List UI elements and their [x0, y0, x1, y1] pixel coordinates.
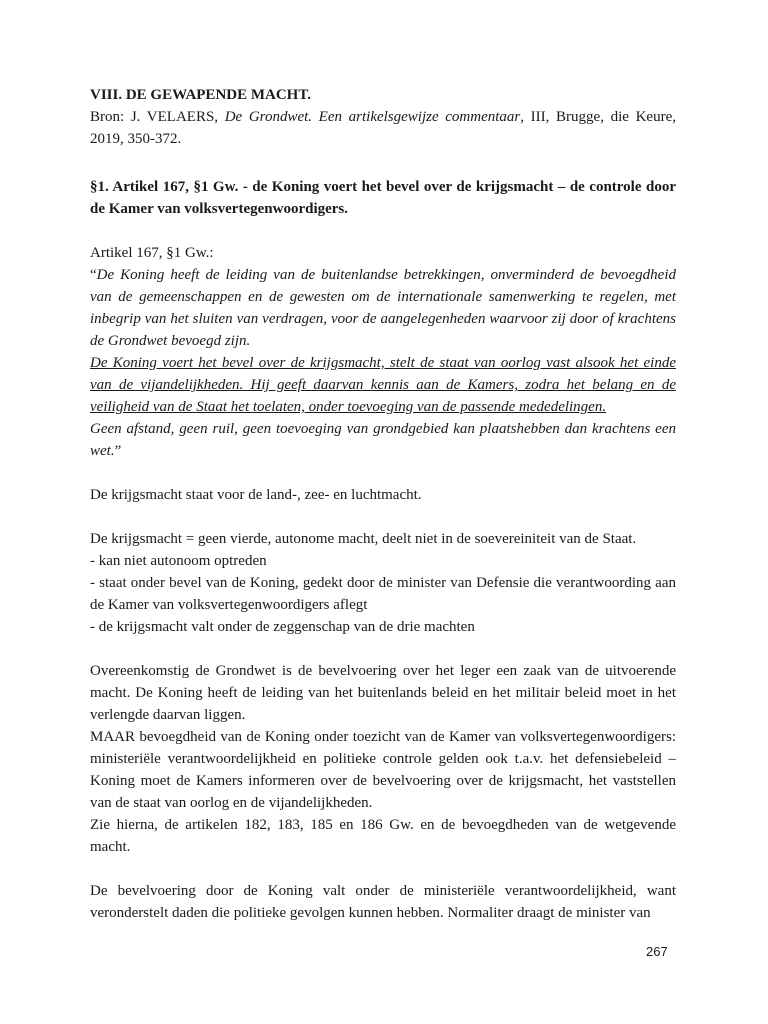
- article-quote-text-1: De Koning heeft de leiding van de buitenlandse betrekkingen, onverminderd de bevoegdheid van de gemeenschappen en de gewesten om de internationale samenwerking te regelen, met inbegrip van het sluiten van verdragen, voor de aangelegenheden waarvoor zij door of krachtens de Grondwet bevoegd zijn.: [90, 267, 676, 349]
- source-title: De Grondwet. Een artikelsgewijze commentaar: [224, 109, 521, 125]
- article-label: Artikel 167, §1 Gw.:: [90, 245, 214, 261]
- bullet-item: - de krijgsmacht valt onder de zeggenschap van de drie machten: [90, 619, 475, 635]
- body-paragraph-3: Overeenkomstig de Grondwet is de bevelvoering over het leger een zaak van de uitvoerende macht. De Koning heeft de leiding van het buitenlands beleid en het militair beleid moet in het verlengde daarvan liggen.: [90, 663, 676, 723]
- open-quote: “: [90, 267, 97, 283]
- page-number: 267: [646, 944, 668, 959]
- source-suffix: , III, Brugge, die Keure, 2019, 350-372.: [90, 109, 676, 147]
- body-paragraph-4: MAAR bevoegdheid van de Koning onder toezicht van de Kamer van volksvertegenwoordigers: ministeriële verantwoordelijkheid en politieke controle gelden ook t.a.v. het defensiebeleid – Koning moet de Kamers informeren over de bevelvoering over de krijgsmacht, het vaststellen van de staat van oorlog en de vijandelijkheden.: [90, 729, 676, 811]
- article-quote-para-1: [90, 264, 676, 352]
- source-prefix: Bron: J. VELAERS,: [90, 109, 225, 125]
- chapter-title: VIII. DE GEWAPENDE MACHT.: [90, 87, 311, 103]
- article-quote-para-2: De Koning voert het bevel over de krijgsmacht, stelt de staat van oorlog vast alsook het einde van de vijandelijkheden. Hij geeft daarvan kennis aan de Kamers, zodra het belang en de veiligheid van de Staat het toelaten, onder toevoeging van de passende mededelingen.: [90, 355, 676, 415]
- source-citation: [90, 106, 676, 150]
- body-paragraph-1: De krijgsmacht staat voor de land-, zee- en luchtmacht.: [90, 487, 422, 503]
- body-paragraph-6: De bevelvoering door de Koning valt onder de ministeriële verantwoordelijkheid, want veronderstelt daden die politieke gevolgen kunnen hebben. Normaliter draagt de minister van: [90, 883, 676, 921]
- body-paragraph-2: De krijgsmacht = geen vierde, autonome macht, deelt niet in de soevereiniteit van de Staat.: [90, 531, 637, 547]
- article-quote-para-3: [90, 418, 676, 462]
- bullet-item: - kan niet autonoom optreden: [90, 553, 267, 569]
- article-quote-text-3: Geen afstand, geen ruil, geen toevoeging van grondgebied kan plaatshebben dan krachtens een wet.: [90, 421, 676, 459]
- bullet-item: - staat onder bevel van de Koning, gedekt door de minister van Defensie die verantwoording aan de Kamer van volksvertegenwoordigers aflegt: [90, 575, 676, 613]
- section-title: §1. Artikel 167, §1 Gw. - de Koning voert het bevel over de krijgsmacht – de controle door de Kamer van volksvertegenwoordigers.: [90, 179, 676, 217]
- document-page: [90, 84, 676, 924]
- body-paragraph-5: Zie hierna, de artikelen 182, 183, 185 en 186 Gw. en de bevoegdheden van de wetgevende macht.: [90, 817, 676, 855]
- close-quote: ”: [114, 443, 122, 459]
